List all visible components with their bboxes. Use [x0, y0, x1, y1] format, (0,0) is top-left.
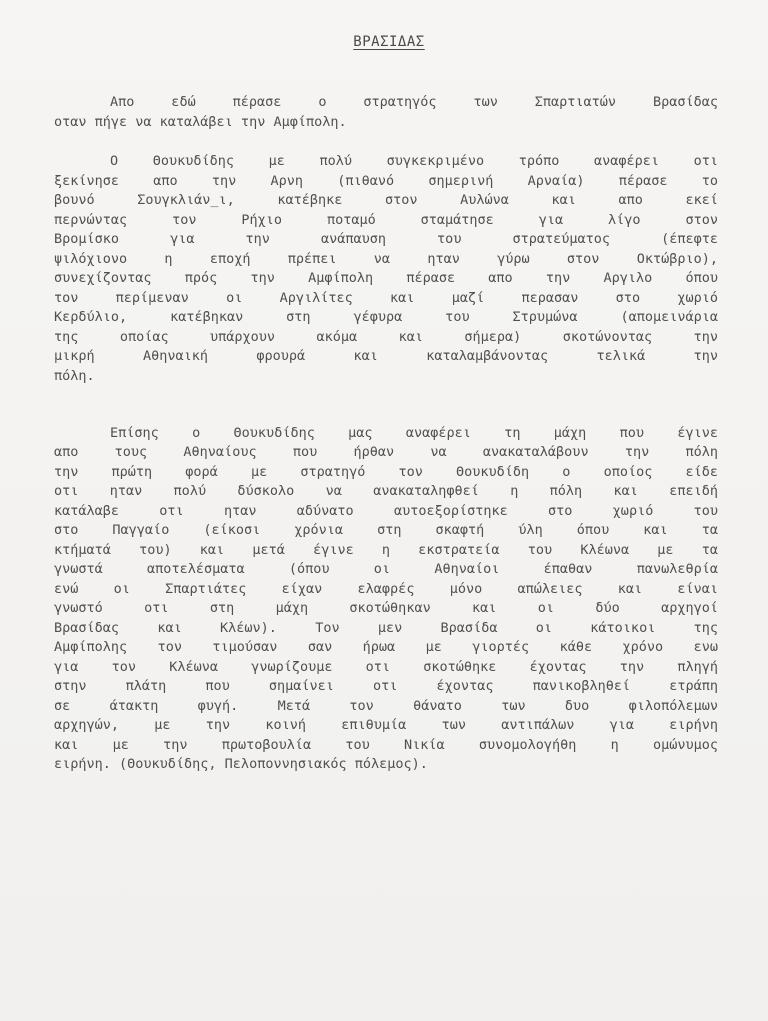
- text-line: Βρομίσκο για την ανάπαυση του στρατεύματος (έπεφτε: [54, 231, 718, 247]
- text-line: βουνό Σουγκλιάν_ι, κατέβηκε στον Αυλώνα και απο εκεί: [54, 192, 718, 208]
- text-line: ειρήνη. (Θουκυδίδης, Πελοποννησιακός πόλεμος).: [54, 756, 428, 772]
- text-line: πόλη.: [54, 368, 95, 384]
- document-title: ΒΡΑΣΙΔΑΣ: [353, 34, 425, 50]
- text-line: οτι ηταν πολύ δύσκολο να ανακαταληφθεί η πόλη και επειδή: [54, 483, 718, 499]
- text-line: απο τους Αθηναίους που ήρθαν να ανακαταλάβουν την πόλη: [54, 444, 718, 460]
- text-line: ξεκίνησε απο την Αρνη (πιθανό σημερινή Αρναία) πέρασε το: [54, 173, 718, 189]
- text-line: μικρή Αθηναική φρουρά και καταλαμβάνοντας τελικά την: [54, 348, 718, 364]
- text-line: Βρασίδας και Κλέων). Τον μεν Βρασίδα οι κάτοικοι της: [54, 620, 718, 636]
- text-line: κατάλαβε οτι ηταν αδύνατο αυτοεξορίστηκε στο χωριό του: [54, 503, 718, 519]
- text-line: για τον Κλέωνα γνωρίζουμε οτι σκοτώθηκε έχοντας την πληγή: [54, 659, 718, 675]
- text-line: οταν πήγε να καταλάβει την Αμφίπολη.: [54, 114, 347, 130]
- text-line: Αμφίπολης τον τιμούσαν σαν ήρωα με γιορτές κάθε χρόνο ενω: [54, 639, 718, 655]
- text-line: συνεχίζοντας πρός την Αμφίπολη πέρασε απο την Αργιλο όπου: [54, 270, 718, 286]
- text-line: αρχηγών, με την κοινή επιθυμία των αντιπάλων για ειρήνη: [54, 717, 718, 733]
- text-line: ψιλόχιονο η εποχή πρέπει να ηταν γύρω στον Οκτώβριο),: [54, 251, 718, 267]
- text-line: Κερδύλιο, κατέβηκαν στη γέφυρα του Στρυμώνα (απομεινάρια: [54, 309, 718, 325]
- text-line: Απο εδώ πέρασε ο στρατηγός των Σπαρτιατών Βρασίδας: [110, 94, 718, 110]
- text-line: στο Παγγαίο (είκοσι χρόνια στη σκαφτή ύλη όπου και τα: [54, 522, 718, 538]
- text-line: της οποίας υπάρχουν ακόμα και σήμερα) σκοτώνοντας την: [54, 329, 718, 345]
- text-line: Ο Θουκυδίδης με πολύ συγκεκριμένο τρόπο αναφέρει οτι: [110, 153, 718, 169]
- text-line: κτήματά του) και μετά έγινε η εκστρατεία του Κλέωνα με τα: [54, 542, 718, 558]
- text-line: περνώντας τον Ρήχιο ποταμό σταμάτησε για λίγο στον: [54, 212, 718, 228]
- text-line: σε άτακτη φυγή. Μετά τον θάνατο των δυο φιλοπόλεμων: [54, 698, 718, 714]
- text-line: τον περίμεναν οι Αργιλίτες και μαζί περασαν στο χωριό: [54, 290, 718, 306]
- text-line: γνωστά αποτελέσματα (όπου οι Αθηναίοι έπαθαν πανωλεθρία: [54, 561, 718, 577]
- text-line: γνωστό οτι στη μάχη σκοτώθηκαν και οι δύο αρχηγοί: [54, 600, 718, 616]
- text-line: στην πλάτη που σημαίνει οτι έχοντας πανικοβληθεί ετράπη: [54, 678, 718, 694]
- text-line: Επίσης ο Θουκυδίδης μας αναφέρει τη μάχη που έγινε: [110, 425, 718, 441]
- text-line: την πρώτη φορά με στρατηγό τον Θουκυδίδη ο οποίος είδε: [54, 464, 718, 480]
- text-line: και με την πρωτοβουλία του Νικία συνομολογήθη η ομώνυμος: [54, 737, 718, 753]
- text-line: ενώ οι Σπαρτιάτες είχαν ελαφρές μόνο απώλειες και είναι: [54, 581, 718, 597]
